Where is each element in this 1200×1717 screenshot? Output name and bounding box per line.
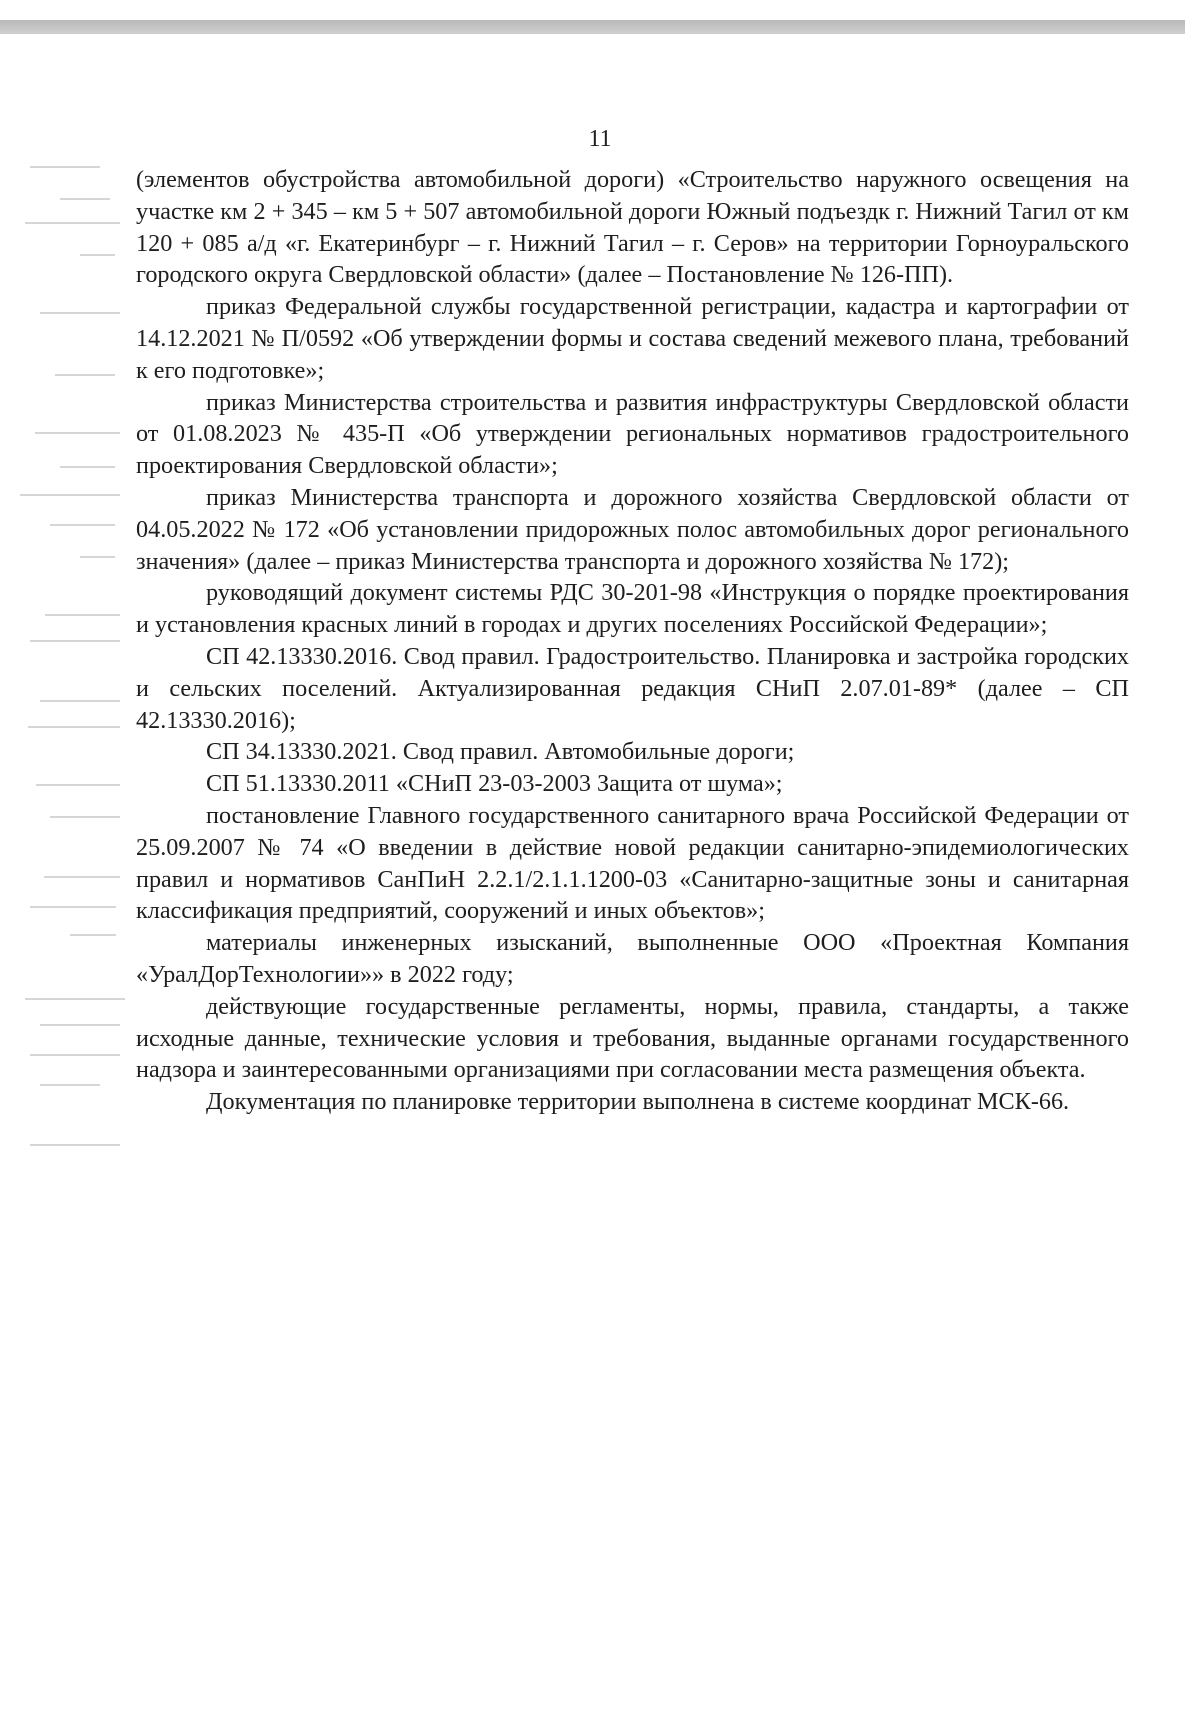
paragraph-continuation: (элементов обустройства автомобильной дороги) «Строительство наружного освещения на участке км 2 + 345 – км 5 + 507 автомобильной дороги Южный подъездк г. Нижний Тагил от км 120 + 085 а/д «г. Екатеринбург – г. Нижний Тагил – г. Серов» на территории Горноуральского городского округа Свердловской области» (далее – Постановление № 126-ПП). — [136, 166, 1129, 289]
scan-margin-artifacts — [0, 164, 136, 1324]
list-item-rosreestr-order: приказ Федеральной службы государственной регистрации, кадастра и картографии от 14.12.2021 № П/0592 «Об утверждении формы и состава сведений межевого плана, требований к его подготовке»; — [136, 293, 1129, 384]
list-item-sp-34: СП 34.13330.2021. Свод правил. Автомобильные дороги; — [206, 738, 795, 766]
list-item-sanpin-resolution: постановление Главного государственного санитарного врача Российской Федерации от 25.09.2007 № 74 «О введении в действие новой редакции санитарно-эпидемиологических правил и нормативов СанПиН 2.2.1/2.1.1.1200-03 «Санитарно-защитные зоны и санитарная классификация предприятий, сооружений и иных объектов»; — [136, 801, 1129, 925]
scan-top-edge — [0, 20, 1185, 34]
list-item-ministry-transport-order: приказ Министерства транспорта и дорожного хозяйства Свердловской области от 04.05.2022 № 172 «Об установлении придорожных полос автомобильных дорог регионального значения» (далее – приказ Министерства транспорта и дорожного хозяйства № 172); — [136, 483, 1129, 575]
list-item-ministry-construction-order: приказ Министерства строительства и развития инфраструктуры Свердловской области от 01.08.2023 № 435-П «Об утверждении региональных нормативов градостроительного проектирования Свердловской области»; — [136, 388, 1129, 480]
list-item-rds-instruction: руководящий документ системы РДС 30-201-98 «Инструкция о порядке проектирования и установления красных линий в городах и других поселениях Российской Федерации»; — [136, 579, 1129, 639]
list-item-sp-42: СП 42.13330.2016. Свод правил. Градостроительство. Планировка и застройка городских и сельских поселений. Актуализированная редакция СНиП 2.07.01-89* (далее – СП 42.13330.2016); — [136, 642, 1129, 734]
page-number: 11 — [588, 126, 612, 152]
list-item-regulations: действующие государственные регламенты, нормы, правила, стандарты, а также исходные данные, технические условия и требования, выданные органами государственного надзора и заинтересованными организациями при согласовании места размещения объекта. — [136, 992, 1129, 1084]
paragraph-coordinate-system: Документация по планировке территории выполнена в системе координат МСК-66. — [206, 1088, 1070, 1116]
list-item-sp-51: СП 51.13330.2011 «СНиП 23-03-2003 Защита от шума»; — [206, 770, 783, 798]
document-body — [136, 164, 1129, 1118]
list-item-engineering-surveys: материалы инженерных изысканий, выполненные ООО «Проектная Компания «УралДорТехнологии»» в 2022 году; — [136, 929, 1129, 988]
